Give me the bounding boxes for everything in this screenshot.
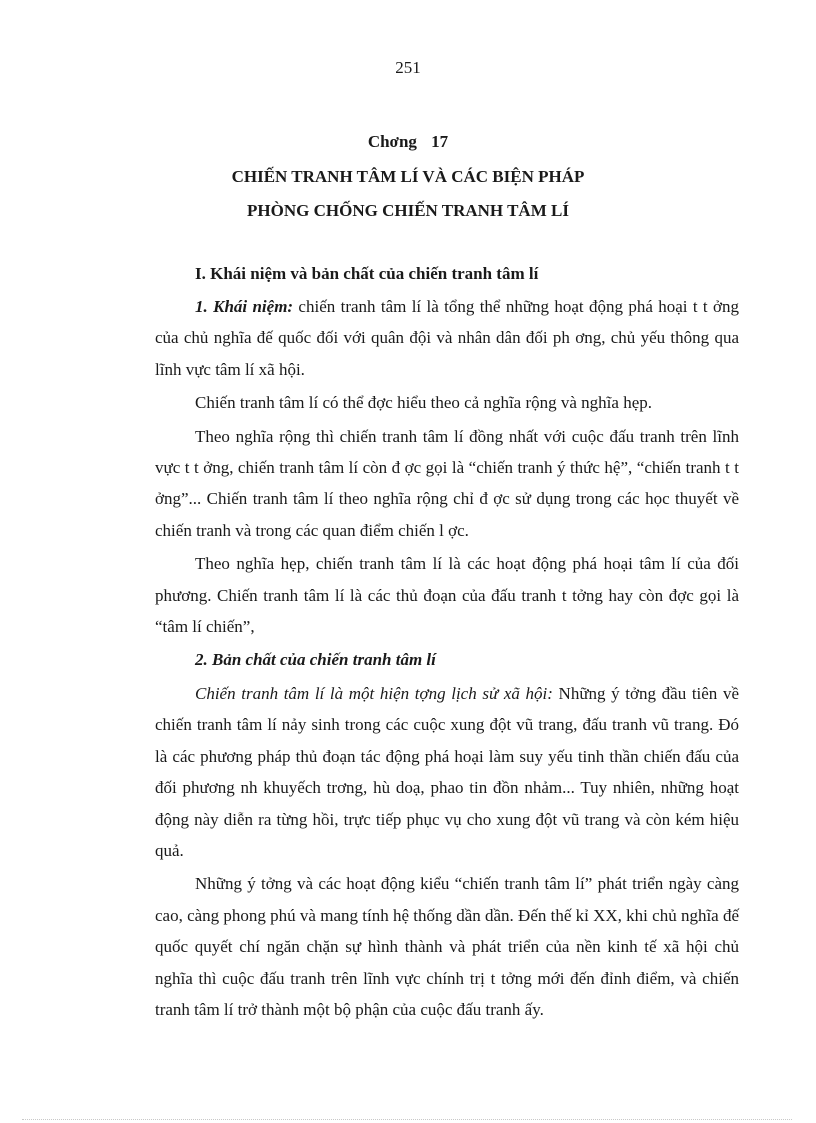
definition-text: chiến tranh tâm lí là tổng thể những hoạt động phá hoại t t ởng của chủ nghĩa đế quốc đối với quân đội và nhân dân đối ph ơng, chủ yếu thông qua lĩnh vực tâm lí xã hội. [155, 297, 739, 379]
page-number: 251 [395, 58, 421, 77]
page-bottom-divider [22, 1119, 792, 1120]
subsection-heading: 2. Bản chất của chiến tranh tâm lí [195, 650, 436, 670]
paragraph-2: Chiến tranh tâm lí có thể đợc hiểu theo cả nghĩa rộng và nghĩa hẹp. [195, 393, 652, 413]
paragraph-definition [155, 291, 739, 385]
paragraph-7: Những ý tởng và các hoạt động kiểu “chiến tranh tâm lí” phát triển ngày càng cao, càng phong phú và mang tính hệ thống dần dần. Đến thế kỉ XX, khi chủ nghĩa đế quốc quyết chí ngăn chặn sự hình thành và phát triển của nền kinh tế xã hội chủ nghĩa thì cuộc đấu tranh trên lĩnh vực chính trị t tởng mới đến đỉnh điểm, và chiến tranh tâm lí trở thành một bộ phận của cuộc đấu tranh ấy. [155, 874, 740, 1019]
section-heading: I. Khái niệm và bản chất của chiến tranh tâm lí [195, 264, 539, 283]
body-content [155, 256, 739, 1025]
chapter-title-line-1: CHIẾN TRANH TÂM LÍ VÀ CÁC BIỆN PHÁP [231, 167, 585, 186]
paragraph-4: Theo nghĩa hẹp, chiến tranh tâm lí là các hoạt động phá hoại tâm lí của đối phương. Chiến tranh tâm lí là các thủ đoạn của đấu tranh t tởng hay còn đợc gọi là “tâm lí chiến”, [155, 554, 739, 637]
chapter-title-line-2: PHÒNG CHỐNG CHIẾN TRANH TÂM LÍ [247, 201, 569, 220]
definition-lead: 1. Khái niệm: [195, 297, 294, 316]
paragraph-6 [155, 678, 739, 866]
paragraph-6-lead: Chiến tranh tâm lí là một hiện tợng lịch sử xã hội: [195, 683, 553, 703]
paragraph-6-text: Những ý tởng đầu tiên về chiến tranh tâm lí nảy sinh trong các cuộc xung đột vũ trang, đấu tranh vũ trang. Đó là các phương pháp thủ đoạn tác động phá hoại làm suy yếu tinh thần chiến đấu của đối phương nh khuyếch trơng, hù doạ, phao tin đồn nhảm... Tuy nhiên, những hoạt động này diễn ra từng hồi, trực tiếp phục vụ cho xung đột vũ trang và còn kém hiệu quả. [155, 683, 739, 860]
chapter-label: Chơng 17 [367, 132, 449, 151]
paragraph-3: Theo nghĩa rộng thì chiến tranh tâm lí đồng nhất với cuộc đấu tranh trên lĩnh vực t t ởng, chiến tranh tâm lí còn đ ợc gọi là “chiến tranh ý thức hệ”, “chiến tranh t t ởng”... Chiến tranh tâm lí theo nghĩa rộng chỉ đ ợc sử dụng trong các học thuyết về chiến tranh và trong các quan điểm chiến l ợc. [155, 426, 739, 540]
